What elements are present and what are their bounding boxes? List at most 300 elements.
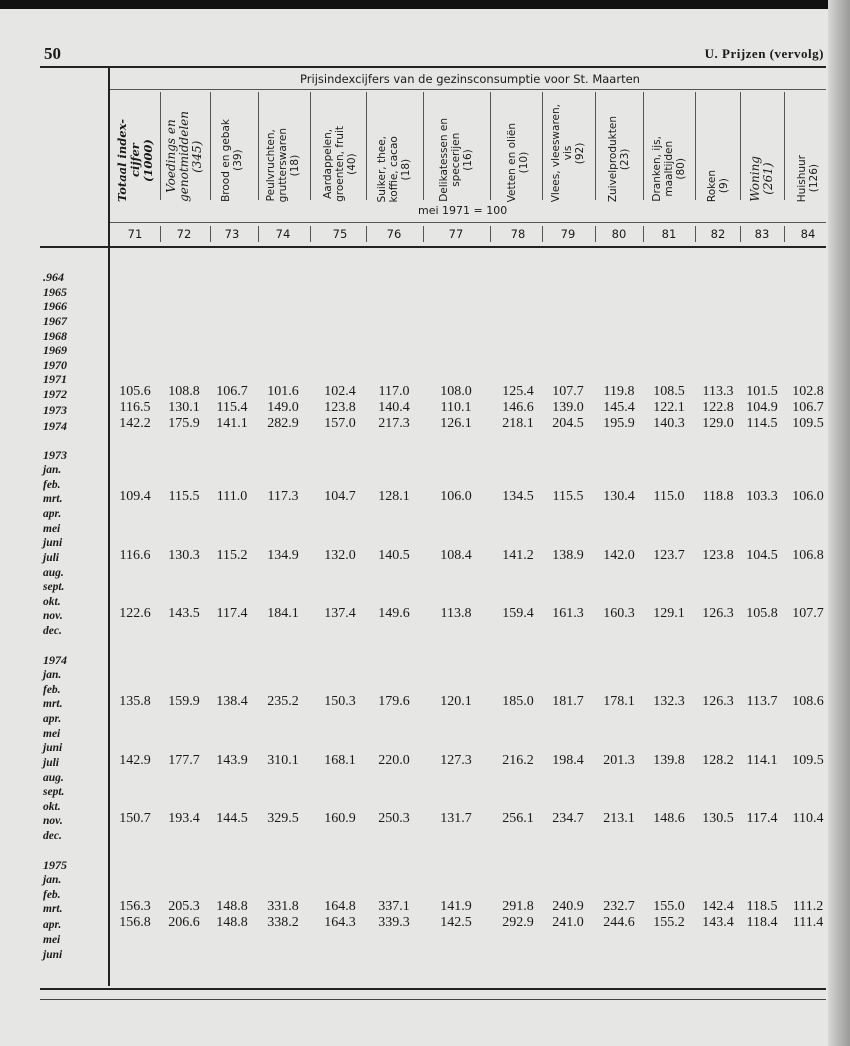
- table-cell: 110.1: [440, 400, 472, 416]
- table-cell: 111.4: [792, 915, 824, 931]
- table-cell: 126.3: [702, 606, 734, 622]
- row-label: 1968: [43, 328, 67, 343]
- row-label: juni: [43, 537, 63, 550]
- table-cell: 123.7: [653, 547, 685, 563]
- page-number: 50: [44, 44, 61, 63]
- table-cell: 118.8: [702, 489, 734, 505]
- table-cell: 150.7: [119, 811, 151, 827]
- row-label: okt.: [43, 595, 61, 608]
- column-number: 80: [611, 227, 627, 241]
- row-label: jan.: [43, 873, 62, 886]
- column-header: [319, 90, 361, 202]
- column-header-line: Totaal index-: [114, 118, 129, 202]
- table-cell: 198.4: [552, 752, 584, 768]
- table-bottom-rule: [40, 988, 826, 990]
- table-cell: 179.6: [378, 694, 410, 710]
- column-header-text: [651, 136, 687, 202]
- table-cell: 216.2: [502, 752, 534, 768]
- row-label: 1966: [43, 299, 67, 314]
- table-row: [40, 712, 830, 727]
- table-row: [40, 358, 830, 373]
- row-label: mrt.: [43, 903, 63, 916]
- table-cell: 310.1: [267, 752, 299, 768]
- column-header: [648, 90, 690, 202]
- column-header: [114, 90, 156, 202]
- row-label: 1967: [43, 313, 67, 328]
- table-cell: 193.4: [168, 811, 200, 827]
- colnum-divider: [542, 226, 543, 242]
- header-bottom-rule: [40, 246, 826, 248]
- row-label: dec.: [43, 830, 62, 843]
- table-cell: 118.5: [746, 899, 778, 915]
- table-cell: 144.5: [216, 811, 248, 827]
- table-cell: 155.0: [653, 899, 685, 915]
- table-cell: 143.9: [216, 752, 248, 768]
- table-cell: 141.2: [502, 547, 534, 563]
- column-header-line: (18): [400, 158, 412, 180]
- column-header: [787, 90, 829, 202]
- column-header-line: (1000): [140, 139, 155, 182]
- table-row: [40, 752, 830, 771]
- table-cell: 101.5: [746, 384, 778, 400]
- table-cell: 115.0: [653, 489, 685, 505]
- column-header: [547, 90, 589, 202]
- row-label: 1965: [43, 284, 67, 299]
- column-number: 82: [710, 227, 726, 241]
- column-header-line: (261): [761, 163, 775, 196]
- table-cell: 130.3: [168, 547, 200, 563]
- table-cell: 181.7: [552, 694, 584, 710]
- table-cell: 108.4: [440, 547, 472, 563]
- table-cell: 149.6: [378, 606, 410, 622]
- column-header-text: [220, 119, 244, 202]
- row-label: sept.: [43, 786, 65, 799]
- table-row: [40, 299, 830, 314]
- column-header-text: [607, 116, 631, 202]
- table-cell: 164.3: [324, 915, 356, 931]
- table-cell: 130.4: [603, 489, 635, 505]
- table-row: [40, 829, 830, 844]
- table-title: Prijsindexcijfers van de gezinsconsumptie voor St. Maarten: [300, 72, 640, 86]
- table-row: [40, 727, 830, 742]
- table-row: [40, 489, 830, 507]
- row-label: apr.: [43, 507, 62, 520]
- table-cell: 220.0: [378, 752, 410, 768]
- colnum-divider: [310, 226, 311, 242]
- column-header-line: Delikatessen en: [438, 118, 450, 202]
- row-label: apr.: [43, 712, 62, 725]
- row-label: feb.: [43, 478, 61, 491]
- column-number: 78: [510, 227, 526, 241]
- table-cell: 160.3: [603, 606, 635, 622]
- row-label: 1974: [43, 419, 67, 434]
- table-row: [40, 343, 830, 358]
- row-label: .964: [43, 270, 64, 284]
- colnum-top-rule: [110, 222, 826, 223]
- row-label: mei: [43, 522, 61, 535]
- column-header: [697, 90, 739, 202]
- column-header-text: [322, 126, 358, 202]
- column-divider: [784, 92, 785, 200]
- row-label: juni: [43, 948, 63, 961]
- table-cell: 113.7: [746, 694, 778, 710]
- column-header-line: (16): [462, 149, 474, 171]
- table-cell: 329.5: [267, 811, 299, 827]
- table-cell: 127.3: [440, 752, 472, 768]
- column-number: 75: [332, 227, 348, 241]
- table-cell: 142.5: [440, 915, 472, 931]
- table-cell: 161.3: [552, 606, 584, 622]
- row-label: nov.: [43, 815, 63, 828]
- row-label: mei: [43, 727, 61, 740]
- column-divider: [643, 92, 644, 200]
- table-row: [40, 917, 830, 933]
- table-cell: 149.0: [267, 400, 299, 416]
- column-header-line: (80): [675, 158, 687, 180]
- table-cell: 201.3: [603, 752, 635, 768]
- table-cell: 244.6: [603, 915, 635, 931]
- column-divider: [595, 92, 596, 200]
- column-divider: [258, 92, 259, 200]
- row-label: nov.: [43, 610, 63, 623]
- table-cell: 142.9: [119, 752, 151, 768]
- table-cell: 109.5: [792, 752, 824, 768]
- table-cell: 139.0: [552, 400, 584, 416]
- table-cell: 134.5: [502, 489, 534, 505]
- table-row: [40, 463, 830, 478]
- table-cell: 218.1: [502, 416, 534, 432]
- table-cell: 106.0: [792, 489, 824, 505]
- table-cell: 106.8: [792, 547, 824, 563]
- column-divider: [160, 92, 161, 200]
- table-row: [40, 314, 830, 329]
- table-row: [40, 811, 830, 829]
- group-heading-row: [40, 448, 830, 463]
- table-cell: 142.4: [702, 899, 734, 915]
- column-header-line: Roken: [706, 169, 718, 202]
- group-year-label: 1973: [43, 448, 67, 463]
- table-cell: 117.3: [267, 489, 299, 505]
- column-header-line: vis: [562, 145, 574, 161]
- column-header-line: Suiker, thee,: [376, 135, 388, 202]
- row-label: feb.: [43, 683, 61, 696]
- table-row: [40, 785, 830, 800]
- column-header: [741, 90, 783, 202]
- table-cell: 338.2: [267, 915, 299, 931]
- table-row: [40, 668, 830, 683]
- table-cell: 117.0: [378, 384, 410, 400]
- table-cell: 148.6: [653, 811, 685, 827]
- table-cell: 292.9: [502, 915, 534, 931]
- table-cell: 110.4: [792, 811, 824, 827]
- colnum-divider: [695, 226, 696, 242]
- table-cell: 138.4: [216, 694, 248, 710]
- column-header-text: [265, 128, 301, 202]
- colnum-divider: [366, 226, 367, 242]
- column-header-line: maaltijden: [663, 141, 675, 198]
- table-cell: 101.6: [267, 384, 299, 400]
- column-header-line: groenten, fruit: [334, 126, 346, 202]
- table-row: [40, 522, 830, 537]
- row-label: 1972: [43, 387, 67, 402]
- table-cell: 108.6: [792, 694, 824, 710]
- colnum-divider: [643, 226, 644, 242]
- column-header: [497, 90, 539, 202]
- table-cell: 126.1: [440, 416, 472, 432]
- table-cell: 141.1: [216, 416, 248, 432]
- column-header: [163, 90, 205, 202]
- table-cell: 106.7: [216, 384, 248, 400]
- table-cell: 143.4: [702, 915, 734, 931]
- table-cell: 145.4: [603, 400, 635, 416]
- table-cell: 234.7: [552, 811, 584, 827]
- colnum-divider: [490, 226, 491, 242]
- table-cell: 117.4: [216, 606, 248, 622]
- colnum-divider: [258, 226, 259, 242]
- table-row: [40, 771, 830, 786]
- table-cell: 107.7: [792, 606, 824, 622]
- table-cell: 240.9: [552, 899, 584, 915]
- table-cell: 339.3: [378, 915, 410, 931]
- table-cell: 140.5: [378, 547, 410, 563]
- table-cell: 132.0: [324, 547, 356, 563]
- table-bottom-rule-2: [40, 999, 826, 1000]
- table-cell: 291.8: [502, 899, 534, 915]
- column-header-line: (40): [346, 153, 358, 175]
- table-row: [40, 507, 830, 522]
- table-row: [40, 329, 830, 344]
- column-divider: [310, 92, 311, 200]
- colnum-divider: [595, 226, 596, 242]
- column-header-text: [796, 155, 820, 202]
- table-cell: 128.2: [702, 752, 734, 768]
- table-row: [40, 873, 830, 888]
- table-cell: 160.9: [324, 811, 356, 827]
- table-cell: 213.1: [603, 811, 635, 827]
- column-header-line: (23): [619, 148, 631, 170]
- table-cell: 204.5: [552, 416, 584, 432]
- table-cell: 157.0: [324, 416, 356, 432]
- group-heading-row: [40, 653, 830, 668]
- table-cell: 117.4: [746, 811, 778, 827]
- table-row: [40, 418, 830, 434]
- column-number: 74: [275, 227, 291, 241]
- table-cell: 195.9: [603, 416, 635, 432]
- column-header-text: [706, 170, 730, 202]
- column-header-line: Voedings en: [163, 119, 178, 194]
- table-cell: 108.8: [168, 384, 200, 400]
- column-header-line: (126): [808, 164, 820, 193]
- scan-page-edge: [828, 0, 850, 1046]
- row-label: 1970: [43, 357, 67, 372]
- column-header-line: Aardappelen,: [322, 129, 334, 200]
- table-cell: 159.9: [168, 694, 200, 710]
- row-label: jan.: [43, 669, 62, 682]
- table-cell: 156.3: [119, 899, 151, 915]
- table-cell: 168.1: [324, 752, 356, 768]
- table-cell: 206.6: [168, 915, 200, 931]
- table-cell: 232.7: [603, 899, 635, 915]
- colnum-divider: [210, 226, 211, 242]
- table-cell: 175.9: [168, 416, 200, 432]
- column-number: 83: [754, 227, 770, 241]
- column-header: [598, 90, 640, 202]
- table-cell: 131.7: [440, 811, 472, 827]
- column-header-line: Vetten en oliën: [506, 122, 518, 202]
- column-header-line: specerijen: [450, 133, 462, 188]
- table-cell: 130.1: [168, 400, 200, 416]
- column-number: 79: [560, 227, 576, 241]
- table-cell: 141.9: [440, 899, 472, 915]
- column-header-line: Woning: [748, 156, 762, 202]
- column-header-text: [165, 111, 204, 202]
- table-cell: 114.1: [746, 752, 778, 768]
- column-number: 76: [386, 227, 402, 241]
- column-header-text: [116, 119, 155, 202]
- table-cell: 113.3: [702, 384, 734, 400]
- table-cell: 126.3: [702, 694, 734, 710]
- column-header: [262, 90, 304, 202]
- column-header-line: (39): [232, 149, 244, 172]
- row-label: aug.: [43, 566, 64, 579]
- table-cell: 217.3: [378, 416, 410, 432]
- table-cell: 129.1: [653, 606, 685, 622]
- table-cell: 116.6: [119, 547, 151, 563]
- column-divider: [695, 92, 696, 200]
- section-title: U. Prijzen (vervolg): [704, 46, 824, 61]
- column-header: [435, 90, 477, 202]
- table-cell: 123.8: [702, 547, 734, 563]
- table-cell: 139.8: [653, 752, 685, 768]
- column-header-text: [438, 118, 474, 202]
- column-header-line: Zuivelprodukten: [607, 115, 619, 202]
- row-label: juli: [43, 551, 59, 564]
- table-cell: 155.2: [653, 915, 685, 931]
- table-cell: 140.4: [378, 400, 410, 416]
- table-cell: 140.3: [653, 416, 685, 432]
- column-header-line: grutterswaren: [277, 127, 289, 202]
- table-cell: 103.3: [746, 489, 778, 505]
- column-header-line: (345): [189, 140, 204, 173]
- colnum-divider: [740, 226, 741, 242]
- table-cell: 106.0: [440, 489, 472, 505]
- column-header-line: (9): [718, 178, 730, 194]
- table-cell: 146.6: [502, 400, 534, 416]
- table-cell: 142.0: [603, 547, 635, 563]
- table-cell: 142.2: [119, 416, 151, 432]
- table-cell: 114.5: [746, 416, 778, 432]
- column-header-text: [376, 136, 412, 202]
- column-divider: [490, 92, 491, 200]
- row-label: 1973: [43, 403, 67, 418]
- table-cell: 105.6: [119, 384, 151, 400]
- column-header-line: Peulvruchten,: [265, 128, 277, 201]
- table-cell: 119.8: [603, 384, 635, 400]
- table-cell: 135.8: [119, 694, 151, 710]
- group-spacer: [40, 639, 830, 654]
- group-spacer: [40, 434, 830, 449]
- group-spacer: [40, 844, 830, 859]
- colnum-divider: [784, 226, 785, 242]
- column-header-text: [550, 104, 586, 202]
- row-label: aug.: [43, 771, 64, 784]
- table-cell: 138.9: [552, 547, 584, 563]
- column-header-line: (18): [289, 154, 301, 176]
- column-header-line: (92): [574, 142, 586, 164]
- column-header-line: Brood en gebak: [220, 119, 232, 202]
- base-period-label: mei 1971 = 100: [418, 204, 508, 217]
- table-cell: 125.4: [502, 384, 534, 400]
- table-cell: 282.9: [267, 416, 299, 432]
- table-cell: 102.8: [792, 384, 824, 400]
- column-header-line: Vlees, vleeswaren,: [550, 103, 562, 202]
- table-cell: 104.7: [324, 489, 356, 505]
- table-cell: 143.5: [168, 606, 200, 622]
- column-divider: [366, 92, 367, 200]
- colnum-divider: [423, 226, 424, 242]
- column-number: 73: [224, 227, 240, 241]
- table-row: [40, 624, 830, 639]
- table-top-rule: [40, 66, 826, 68]
- table-row: [40, 948, 830, 963]
- table-cell: 108.5: [653, 384, 685, 400]
- table-cell: 102.4: [324, 384, 356, 400]
- column-header: [373, 90, 415, 202]
- table-row: [40, 580, 830, 595]
- column-header-line: koffie, cacao: [388, 135, 400, 202]
- table-cell: 115.5: [552, 489, 584, 505]
- column-header-text: [506, 123, 530, 202]
- column-number: 72: [176, 227, 192, 241]
- table-cell: 148.8: [216, 915, 248, 931]
- table-cell: 107.7: [552, 384, 584, 400]
- table-cell: 106.7: [792, 400, 824, 416]
- table-cell: 337.1: [378, 899, 410, 915]
- column-number: 81: [661, 227, 677, 241]
- table-cell: 256.1: [502, 811, 534, 827]
- table-cell: 109.5: [792, 416, 824, 432]
- table-cell: 113.8: [440, 606, 472, 622]
- table-body: [40, 270, 830, 962]
- column-header: [211, 90, 253, 202]
- scan-top-edge: [0, 0, 850, 9]
- row-label: 1969: [43, 343, 67, 358]
- table-cell: 129.0: [702, 416, 734, 432]
- row-label: mei: [43, 933, 61, 946]
- table-cell: 120.1: [440, 694, 472, 710]
- table-cell: 115.2: [216, 547, 248, 563]
- row-label: apr.: [43, 919, 62, 932]
- column-divider: [423, 92, 424, 200]
- table-cell: 184.1: [267, 606, 299, 622]
- group-heading-row: [40, 858, 830, 873]
- group-year-label: 1974: [43, 653, 67, 668]
- table-row: [40, 285, 830, 300]
- table-cell: 118.4: [746, 915, 778, 931]
- row-label: mrt.: [43, 698, 63, 711]
- table-cell: 205.3: [168, 899, 200, 915]
- table-cell: 250.3: [378, 811, 410, 827]
- column-header-text: [749, 156, 775, 202]
- column-number: 77: [448, 227, 464, 241]
- table-cell: 105.8: [746, 606, 778, 622]
- table-cell: 331.8: [267, 899, 299, 915]
- table-cell: 115.5: [168, 489, 200, 505]
- column-divider: [542, 92, 543, 200]
- row-label: dec.: [43, 625, 62, 638]
- table-cell: 111.2: [792, 899, 824, 915]
- column-number: 71: [127, 227, 143, 241]
